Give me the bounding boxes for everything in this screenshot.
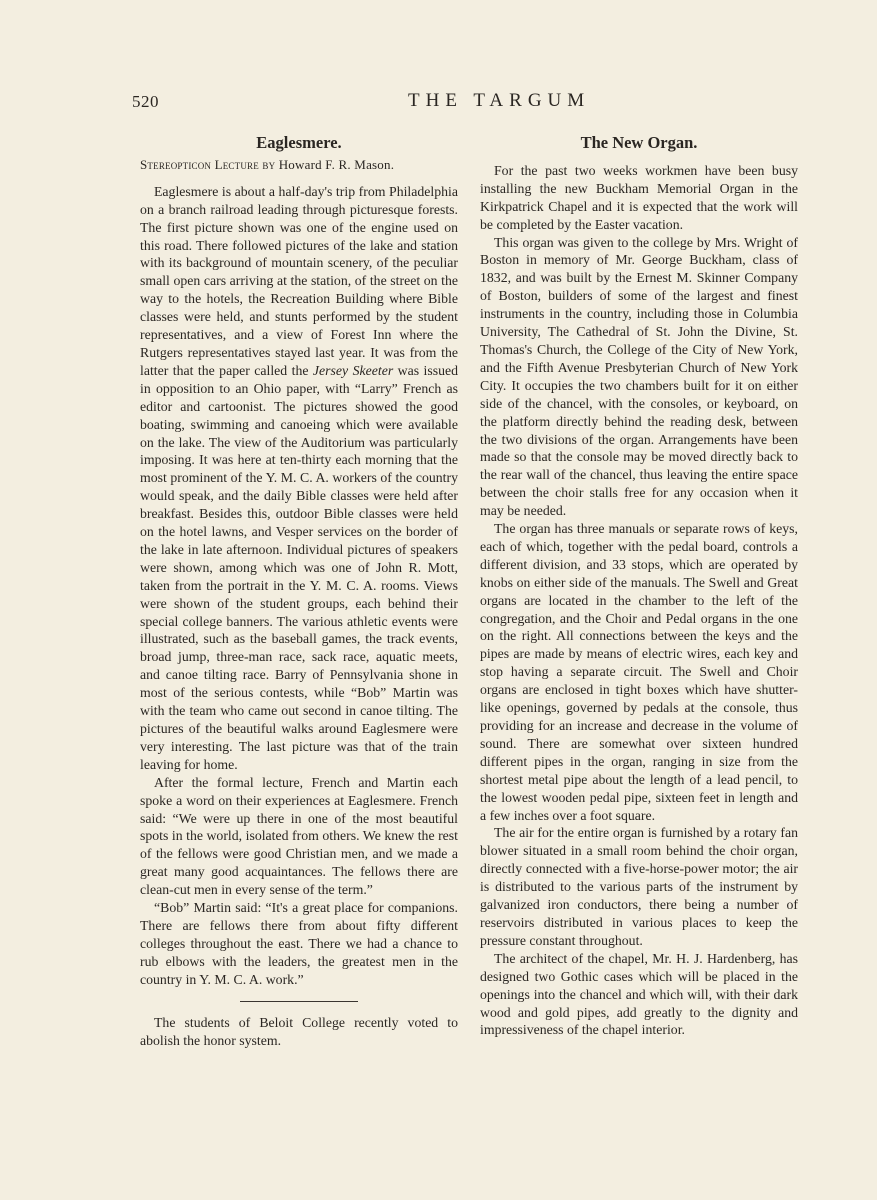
paragraph: This organ was given to the college by Mrs. Wright of Boston in memory of Mr. George Buckham, class of 1832, and was built by the Ernest M. Skinner Company of Boston, builders of some of the largest and finest instruments in the country, including those in Columbia University, The Cathedral of St. John the Divine, St. Thomas's Church, the College of the City of New York, and the Fifth Avenue Presbyterian Church of New York City. It occupies the two chambers built for it on either side of the chancel, with the consoles, or keyboard, on the platform directly behind the reading desk, between the two divisions of the organ. Arrangements have been made so that the console may be moved directly back to the rear wall of the chancel, thus leaving the entire space between the choir stalls free for any occasion when it may be needed. [480, 234, 798, 519]
paragraph-text: Eaglesmere is about a half-day's trip from Philadelphia on a branch railroad leading through picturesque forests. The first picture shown was one of the engine used on this road. There followed pictures of the lake and station with its background of mountain scenery, of the peculiar small open cars arriving at the station, of the street on the way to the hotels, the Recreation Building where Bible classes were held, and stunts performed by the student representatives, and a view of Forest Inn where the Rutgers representatives stayed last year. It was from the latter that the paper called the [140, 183, 458, 378]
paragraph [140, 183, 458, 774]
paragraph: “Bob” Martin said: “It's a great place for companions. There are fellows there from about fifty different colleges throughout the east. There we had a chance to rub elbows with the leaders, the greatest men in the country in Y. M. C. A. work.” [140, 900, 458, 987]
byline [140, 156, 458, 174]
byline-lead: Stereopticon Lecture by [140, 156, 279, 172]
section-divider [240, 1001, 358, 1002]
left-column [140, 134, 458, 1049]
paragraph-text-continued: was issued in opposition to an Ohio paper, with “Larry” French as editor and cartoonist. The pictures showed the good boating, swimming and canoeing which were available on the lake. The view of the Auditorium was particularly imposing. It was here at ten-thirty each morning that the most prominent of the Y. M. C. A. workers of the country would speak, and the daily Bible classes were held after breakfast. Besides this, outdoor Bible classes were held on the hotel lawns, and Vesper services on the border of the lake in late afternoon. Individual pictures of speakers were shown, among which was one of John R. Mott, taken from the portrait in the Y. M. C. A. rooms. Views were shown of the student groups, each behind their special college banners. The various athletic events were illustrated, such as the baseball games, the track events, broad jump, three-man race, sack race, aquatic meets, and canoe tilting race. Barry of Pennsylvania shone in most of the serious contests, while “Bob” Martin was with the team who came out second in canoe tilting. The pictures of the beautiful walks around Eaglesmere were very interesting. The last picture was that of the train leaving for home. [140, 362, 459, 772]
journal-title: THE TARGUM [408, 90, 591, 111]
news-note: The students of Beloit College recently voted to abolish the honor system. [140, 1014, 458, 1048]
byline-author: Howard F. R. Mason. [278, 156, 395, 172]
paragraph: The architect of the chapel, Mr. H. J. Hardenberg, has designed two Gothic cases which will be placed in the openings into the chancel and which will, with their dark wood and gold pipes, add greatly to the dignity and impressiveness of the chapel interior. [480, 950, 798, 1038]
paragraph: After the formal lecture, French and Martin each spoke a word on their experiences at Eaglesmere. French said: “We were up there in one of the most beautiful spots in the world, isolated from others. We knew the rest of the fellows were good Christian men, and we made a great many good acquaintances. The fellows there are clean-cut men in every sense of the term.” [140, 774, 458, 898]
article-title-new-organ: The New Organ. [580, 133, 698, 152]
paragraph: The organ has three manuals or separate rows of keys, each of which, together with the pedal board, controls a different division, and 33 stops, which are operated by knobs on either side of the manuals. The Swell and Great organs are located in the chamber to the left of the congregation, and the Choir and Pedal organs in the one on the right. All connections between the keys and the pipes are made by means of electric wires, each key and stop having a separate circuit. The Swell and Choir organs are enclosed in tight boxes which have shutter-like openings, governed by pedals at the console, thus providing for an increase and decrease in the volume of sound. There are somewhat over sixteen hundred different pipes in the organ, ranging in size from the shortest metal pipe about the length of a lead pencil, to the lowest wooden pedal pipe, sixteen feet in length and a few inches over a foot square. [480, 521, 798, 823]
page-number: 520 [132, 92, 159, 111]
article-title-eaglesmere: Eaglesmere. [256, 133, 342, 152]
right-column [480, 134, 798, 1039]
paragraph: For the past two weeks workmen have been busy installing the new Buckham Memorial Organ in the Kirkpatrick Chapel and it is expected that the work will be completed by the Easter vacation. [480, 162, 798, 232]
italic-paper-name: Jersey Skeeter [312, 362, 394, 378]
paragraph: The air for the entire organ is furnished by a rotary fan blower situated in a small room behind the choir organ, directly connected with a five-horse-power motor; the air is distributed to the various parts of the instrument by galvanized iron conductors, there being a number of reservoirs distributed in various places to keep the pressure constant throughout. [480, 825, 798, 948]
